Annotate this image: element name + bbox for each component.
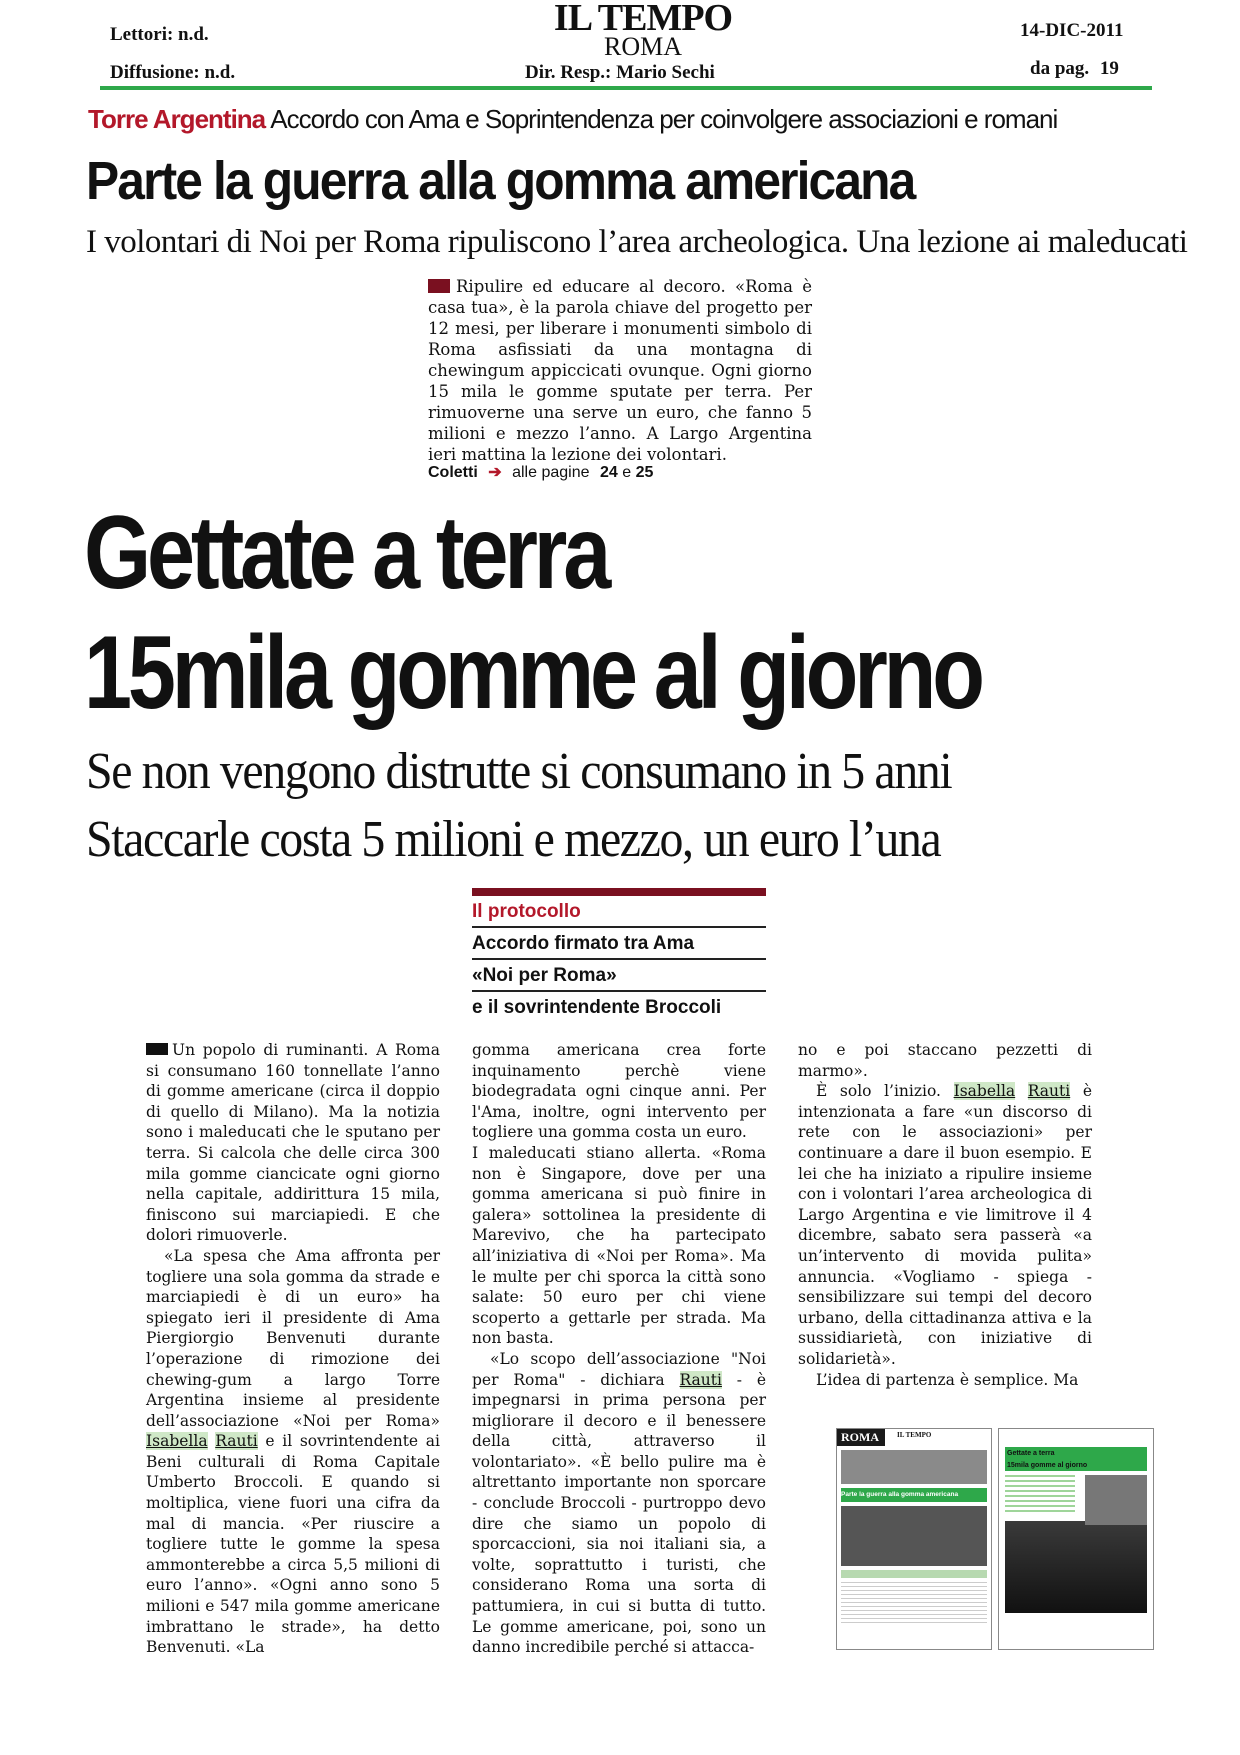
headline: Parte la guerra alla gomma americana	[86, 151, 915, 211]
col1-paragraph-2: «La spesa che Ama affronta per togliere una sola gomma da strade e marciapiedi è di un euro» ha spiegato ieri il presidente di Ama Piergiorgio Benvenuti durante l’operazione di rimozione dei chewing-gum a largo Torre Argentina insieme al presidente dell’associazione «Noi per Roma» Isabella Rauti e il sovrintendente ai Beni culturali di Roma Capitale Umberto Broccoli. E quando si moltiplica, viene fuori una cifra da mal di mancia. «Per riuscire a togliere tutte le gomme la spesa ammonterebbe a circa 5,5 milioni di euro l’anno». «Ogni anno sono 5 milioni e 547 mila gomme americane imbrattano le strade», ha detto Benvenuti. «La	[146, 1246, 440, 1657]
protocol-box	[472, 888, 766, 1022]
thumb1-brand: IL TEMPO	[897, 1431, 932, 1439]
col2-paragraph-1: gomma americana crea forte inquinamento perchè viene biodegradata ogni cinque anni. Per l'Ama, inoltre, ogni intervento per togliere una gomma costa un euro.	[472, 1041, 766, 1142]
masthead	[548, 0, 738, 61]
highlight-name: Isabella	[953, 1082, 1016, 1101]
article-column-2	[472, 1040, 766, 1658]
kicker	[88, 104, 1057, 135]
thumb1-headline: Parte la guerra alla gomma americana	[841, 1488, 987, 1502]
page-thumbnail-1[interactable]	[836, 1428, 992, 1650]
lead-page-b: 25	[635, 464, 654, 481]
protocol-line1: Accordo firmato tra Ama	[472, 928, 766, 960]
bullet-square-icon	[428, 279, 450, 293]
lead-text: Ripulire ed educare al decoro. «Roma è casa tua», è la parola chiave del progetto per 12 mesi, per liberare i monumenti simbolo di Roma asfissiati da una montagna di chewingum appiccicati ovunque. Ogni giorno 15 mila le gomme sputate per terra. Per rimuoverne una serve un euro, che fanno 5 milioni e mezzo l’anno. A Largo Argentina ieri mattina la lezione dei volontari.	[428, 277, 812, 464]
bullet-square-icon	[146, 1043, 168, 1055]
main-title-line1: Gettate a terra	[84, 495, 608, 611]
highlight-name: Isabella	[146, 1432, 208, 1451]
protocol-line2: «Noi per Roma»	[472, 960, 766, 992]
col2-paragraph-3: «Lo scopo dell’associazione "Noi per Roma" - dichiara Rauti - è impegnarsi in prima persona per migliorare il decoro e il benessere della città, attraverso il volontariato». «È bello pulire ma è altrettanto importante non sporcare - conclude Broccoli - purtroppo devo dire che siamo un popolo di sporcaccioni, sia noi italiani sia, a volte, soprattutto i turisti, che considerano Roma una sorta di pattumiera, in cui si butta di tutto. Le gomme americane, poi, sono un danno incredibile perché si attacca-	[472, 1349, 766, 1657]
issue-date: 14-DIC-2011	[1020, 20, 1124, 41]
subheadline: I volontari di Noi per Roma ripuliscono l’area archeologica. Una lezione ai maleducati	[86, 224, 1188, 260]
lead-author: Coletti	[428, 464, 478, 481]
protocol-line3: e il sovrintendente Broccoli	[472, 997, 722, 1018]
thumb1-photo-2	[841, 1506, 987, 1566]
col3-paragraph-2: È solo l’inizio. Isabella Rauti è intenzionata a fare «un discorso di rete con le associazioni» per continuare a dare il buon esempio. E lei che ha iniziato a ripulire insieme con i volontari l’area archeologica di Largo Argentina e vie limitrove il 4 dicembre, sabato sera passerà «a un’intervento di movida pulita» annuncia. «Vogliamo - spiega - sensibilizzare sui tempi del decoro urbano, della cittadinanza attiva e la sussidiarietà, con iniziative di solidarietà».	[798, 1082, 1093, 1368]
readers-label: Lettori: n.d.	[110, 24, 209, 45]
col3-paragraph-3: L’idea di partenza è semplice. Ma	[816, 1370, 1079, 1389]
highlight-surname: Rauti	[1027, 1082, 1071, 1101]
protocol-bar	[472, 888, 766, 896]
lead-paragraph	[428, 276, 812, 465]
thumb2-headline-bg	[1005, 1447, 1147, 1471]
protocol-label: Il protocollo	[472, 896, 766, 928]
highlight-surname: Rauti	[215, 1432, 258, 1451]
page-ref-label: da pag.	[1030, 58, 1090, 79]
thumb1-strip	[841, 1570, 987, 1578]
arrow-icon: ➔	[488, 464, 502, 481]
lead-pages-and: e	[622, 464, 632, 481]
thumb1-text-block	[841, 1582, 987, 1624]
col1-paragraph-1: Un popolo di ruminanti. A Roma si consumano 160 tonnellate l’anno di gomme americane (circa il doppio di quello di Milano). Ma la notizia sono i maleducati che le sputano per terra. Si calcola che delle circa 300 mila gomme ciancicate ogni giorno nella capitale, addirittura 15 mila, finiscono sui marciapiedi. E che dolori rimuoverle.	[146, 1041, 440, 1245]
page-ref-number: 19	[1099, 58, 1119, 79]
kicker-place: Torre Argentina	[88, 104, 266, 134]
thumb2-title1: Gettate a terra	[1007, 1450, 1055, 1457]
page-ref	[1030, 58, 1119, 80]
thumb2-text-block	[1005, 1475, 1075, 1515]
page-thumbnail-2[interactable]	[998, 1428, 1154, 1650]
lead-reference	[428, 462, 653, 482]
circulation-label: Diffusione: n.d.	[110, 62, 236, 83]
kicker-text: Accordo con Ama e Soprintendenza per coinvolgere associazioni e romani	[270, 104, 1058, 134]
main-title-line2: 15mila gomme al giorno	[84, 615, 981, 731]
thumb2-title2: 15mila gomme al giorno	[1007, 1462, 1088, 1469]
main-subtitle-line1: Se non vengono distrutte si consumano in 5 anni	[86, 743, 952, 800]
header-rule	[100, 86, 1152, 90]
lead-pages-prefix: alle pagine	[512, 464, 590, 481]
thumb1-photo	[841, 1450, 987, 1484]
article-column-3	[798, 1040, 1092, 1390]
masthead-edition: ROMA	[603, 32, 682, 61]
highlight-surname: Rauti	[679, 1370, 722, 1389]
col3-paragraph-1: no e poi staccano pezzetti di marmo».	[798, 1041, 1092, 1080]
thumb2-ad	[1005, 1521, 1147, 1613]
col2-paragraph-2: I maleducati stiano allerta. «Roma non è Singapore, dove per una gomma americana si può finire in galera» sottolinea la presidente di Marevivo, che ha partecipato all’iniziativa di «Noi per Roma». Ma le multe per chi sporca la città sono salate: 50 euro per chi viene scoperto a gettarle per strada. Ma non basta.	[472, 1143, 766, 1348]
editor-label: Dir. Resp.: Mario Sechi	[525, 62, 715, 83]
lead-page-a: 24	[599, 464, 618, 481]
thumb2-photo	[1085, 1475, 1147, 1525]
masthead-title: IL TEMPO	[553, 0, 733, 39]
article-column-1	[146, 1040, 440, 1658]
thumb1-masthead: ROMA	[837, 1429, 885, 1446]
main-subtitle-line2: Staccarle costa 5 milioni e mezzo, un euro l’una	[86, 811, 941, 868]
